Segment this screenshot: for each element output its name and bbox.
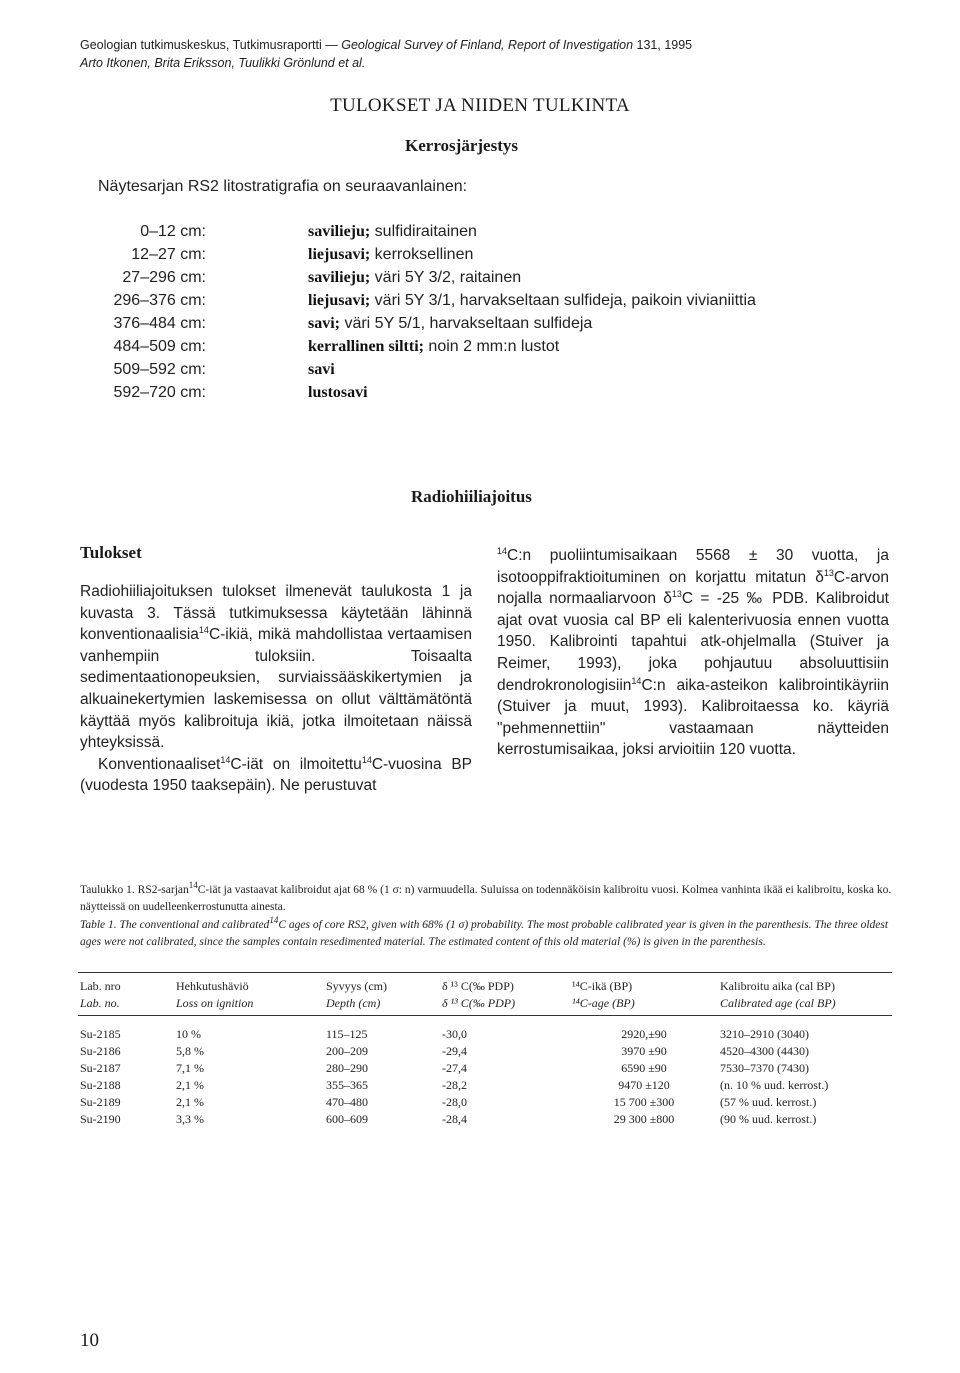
table-cell: 7,1 % bbox=[176, 1061, 204, 1075]
stratigraphy-row: 0–12 cm: savilieju; sulfidiraitainen bbox=[140, 223, 477, 240]
table-cell: 3970 ±90 bbox=[621, 1044, 667, 1058]
table-cell: Su-2190 bbox=[80, 1112, 121, 1126]
stratigraphy-row: 376–484 cm: savi; väri 5Y 5/1, harvakseltaan sulfideja bbox=[113, 315, 593, 332]
table-cell: (n. 10 % uud. kerrost.) bbox=[720, 1078, 829, 1092]
table-top-rule bbox=[78, 972, 892, 973]
table-cell: 2920,±90 bbox=[621, 1027, 667, 1041]
paragraph: Radiohiiliajoituksen tulokset ilmenevät taulukosta 1 ja kuvasta 3. Tässä tutkimuksessa käytetään lähinnä konventionaalisia$^{14}$C-ikiä, mikä mahdollistaa vertaamisen vanhempiin tuloksiin. Toisaalta sedimentaationopeuksien, surviaissääskikertymien ja alkuainekertymien laskemisessa on ollut välttämätöntä käyttää myös kalibroituja ikiä, jotka ilmoitetaan näissä yhteyksissä. bbox=[80, 583, 472, 752]
left-column-text bbox=[80, 581, 472, 797]
table-cell: 6590 ±90 bbox=[621, 1061, 667, 1075]
table-cell: 3,3 % bbox=[176, 1112, 204, 1126]
stratigraphy-row: 27–296 cm: savilieju; väri 5Y 3/2, raitainen bbox=[122, 269, 522, 286]
paragraph: Konventionaaliset$^{14}$C-iät on ilmoitettu$^{14}$C-vuosina BP (vuodesta 1950 taaksepäin). Ne perustuvat bbox=[80, 754, 472, 795]
table-row bbox=[78, 1094, 892, 1111]
table-cell: 4520–4300 (4430) bbox=[720, 1044, 809, 1058]
table-cell: 115–125 bbox=[326, 1027, 368, 1041]
table-cell: 3210–2910 (3040) bbox=[720, 1027, 809, 1041]
table-header-row-fi bbox=[78, 978, 892, 995]
table-cell: Su-2188 bbox=[80, 1078, 121, 1092]
table-cell: 10 % bbox=[176, 1027, 201, 1041]
column-header: Calibrated age (cal BP) bbox=[718, 995, 892, 1016]
column-header: Lab. no. bbox=[78, 995, 174, 1016]
results-heading: Tulokset bbox=[80, 543, 142, 562]
stratigraphy-row: 509–592 cm: savi bbox=[113, 361, 335, 378]
table-cell: 2,1 % bbox=[176, 1078, 204, 1092]
stratigraphy-row: 484–509 cm: kerrallinen siltti; noin 2 mm:n lustot bbox=[113, 338, 560, 355]
column-header: Loss on ignition bbox=[174, 995, 324, 1016]
table-cell: 355–365 bbox=[326, 1078, 368, 1092]
table-cell: Su-2189 bbox=[80, 1095, 121, 1109]
table-cell: 2,1 % bbox=[176, 1095, 204, 1109]
table-cell: Su-2185 bbox=[80, 1027, 121, 1041]
stratigraphy-row: 12–27 cm: liejusavi; kerroksellinen bbox=[131, 246, 474, 263]
table-row bbox=[78, 1043, 892, 1060]
table-cell: 200–209 bbox=[326, 1044, 368, 1058]
table-row bbox=[78, 1077, 892, 1094]
page-number: 10 bbox=[80, 1330, 99, 1351]
table-cell: -27,4 bbox=[442, 1061, 467, 1075]
table-row bbox=[78, 1111, 892, 1128]
running-header-line1: Geologian tutkimuskeskus, Tutkimusraportti — Geological Survey of Finland, Report of Investigation 131, 1995 bbox=[80, 38, 693, 52]
column-header: ¹⁴C-ikä (BP) bbox=[572, 979, 633, 993]
subsection-title-stratigraphy: Kerrosjärjestys bbox=[405, 136, 518, 155]
column-header: δ ¹³ C(‰ PDP) bbox=[442, 979, 514, 993]
section-title: TULOKSET JA NIIDEN TULKINTA bbox=[330, 95, 630, 116]
column-header: Hehkutushäviö bbox=[176, 979, 249, 993]
radiocarbon-table bbox=[78, 978, 892, 1128]
table-header-row-en bbox=[78, 995, 892, 1016]
column-header: Syvyys (cm) bbox=[326, 979, 387, 993]
table-cell: -29,4 bbox=[442, 1044, 467, 1058]
column-header: δ ¹³ C(‰ PDP) bbox=[440, 995, 570, 1016]
table-cell: 470–480 bbox=[326, 1095, 368, 1109]
table-cell: Su-2187 bbox=[80, 1061, 121, 1075]
stratigraphy-row: 592–720 cm: lustosavi bbox=[113, 384, 368, 401]
subsection-title-radiocarbon: Radiohiiliajoitus bbox=[411, 487, 532, 506]
running-header-authors: Arto Itkonen, Brita Eriksson, Tuulikki Grönlund et al. bbox=[80, 56, 366, 70]
column-header: Depth (cm) bbox=[324, 995, 440, 1016]
column-header: ¹⁴C-age (BP) bbox=[570, 995, 718, 1016]
table-cell: (57 % uud. kerrost.) bbox=[720, 1095, 817, 1109]
table-row bbox=[78, 1016, 892, 1044]
right-column-text bbox=[497, 545, 889, 761]
table-cell: 9470 ±120 bbox=[618, 1078, 670, 1092]
table-cell: 29 300 ±800 bbox=[613, 1112, 675, 1126]
table-caption-fi: Taulukko 1. RS2-sarjan$^{14}$C-iät ja vastaavat kalibroidut ajat 68 % (1 σ: n) varmuudella. Suluissa on todennäköisin kalibroitu vuosi. Kolmea vanhinta ikää ei kalibroitu, koska ko. näytteissä on uudelleenkerrostunutta ainesta. bbox=[80, 880, 892, 913]
stratigraphy-row: 296–376 cm: liejusavi; väri 5Y 3/1, harvakseltaan sulfideja, paikoin vivianiittia bbox=[113, 292, 756, 309]
table-cell: -30,0 bbox=[442, 1027, 467, 1041]
stratigraphy-intro: Näytesarjan RS2 litostratigrafia on seuraavanlainen: bbox=[98, 178, 468, 195]
stratigraphy-list bbox=[98, 220, 756, 404]
table-row bbox=[78, 1060, 892, 1077]
column-header: Lab. nro bbox=[80, 979, 121, 993]
paragraph: $^{14}$C:n puoliintumisaikaan 5568 ± 30 vuotta, ja isotooppifraktioituminen on korjattu mitatun $\delta^{13}C$-arvon nojalla normaaliarvoon $\delta^{13}C = -25$ ‰ PDB. Kalibroidut ajat ovat vuosia cal BP eli kalenterivuosia ennen vuotta 1950. Kalibrointi tapahtui atk-ohjelmalla (Stuiver ja Reimer, 1993), joka pohjautuu absoluuttisiin dendrokronologisiin$^{14}$C:n aika-asteikon kalibrointikäyriin (Stuiver ja muut, 1993). Kalibroitaessa ko. käyriä "pehmennettiin" vastaamaan näytteiden kerrostumisaikaa, joksi arvioitiin 120 vuotta. bbox=[497, 545, 889, 759]
column-header: Kalibroitu aika (cal BP) bbox=[720, 979, 835, 993]
table-cell: -28,0 bbox=[442, 1095, 467, 1109]
table-caption-en: Table 1. The conventional and calibrated$^{14}$C ages of core RS2, given with 68% (1 σ) probability. The most probable calibrated year is given in the parenthesis. The three oldest ages were not calibrated, since the samples contain resedimented material. The estimated content of this old material (%) is given in the parenthesis. bbox=[80, 915, 889, 948]
table-cell: 280–290 bbox=[326, 1061, 368, 1075]
table-cell: (90 % uud. kerrost.) bbox=[720, 1112, 817, 1126]
table-cell: 600–609 bbox=[326, 1112, 368, 1126]
table-cell: 15 700 ±300 bbox=[613, 1095, 675, 1109]
table-cell: 5,8 % bbox=[176, 1044, 204, 1058]
table-cell: -28,2 bbox=[442, 1078, 467, 1092]
table-cell: Su-2186 bbox=[80, 1044, 121, 1058]
table-cell: -28,4 bbox=[442, 1112, 467, 1126]
table-cell: 7530–7370 (7430) bbox=[720, 1061, 809, 1075]
